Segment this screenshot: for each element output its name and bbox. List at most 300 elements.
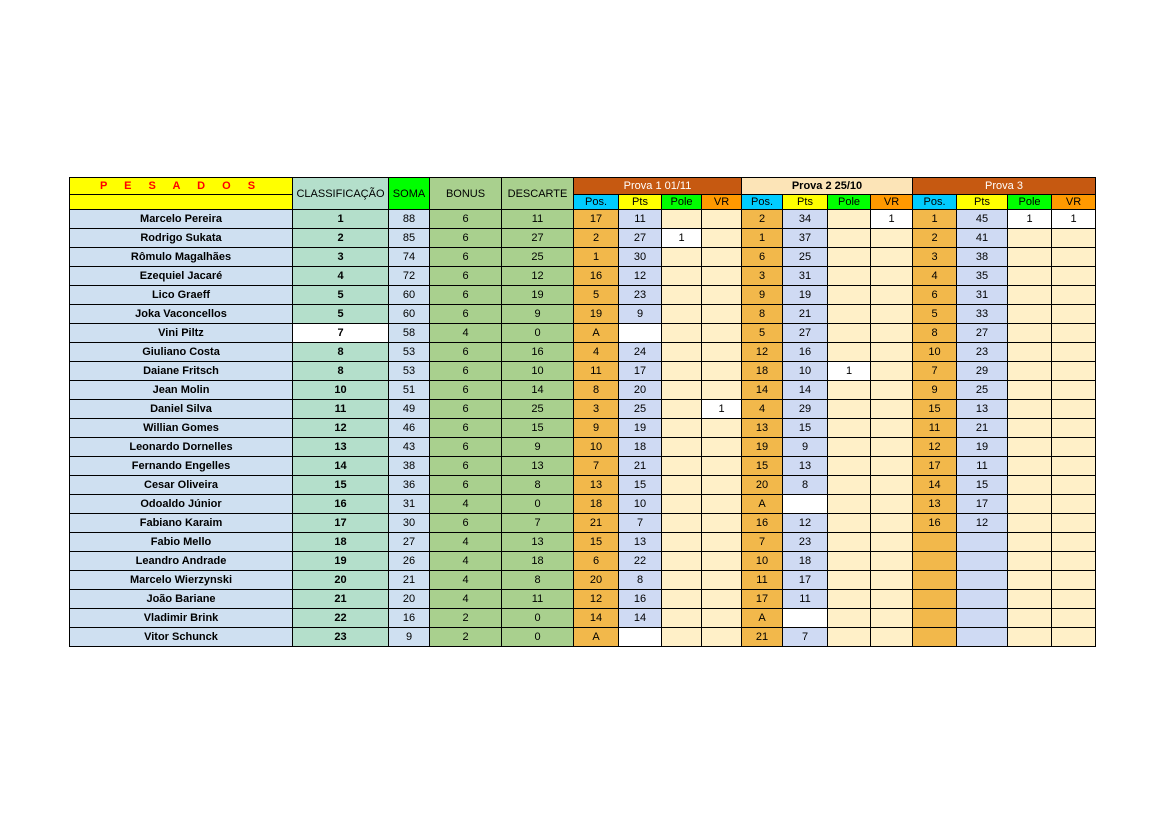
prova-1-vr-cell: [702, 533, 742, 552]
prova-2-pts-cell: 11: [783, 590, 828, 609]
prova-1-vr-cell: [702, 514, 742, 533]
subheader-pts: Pts: [619, 195, 662, 210]
prova-3-pts-cell: 12: [957, 514, 1008, 533]
prova-2-vr-cell: [871, 590, 913, 609]
prova-3-pole-cell: [1008, 571, 1052, 590]
prova-2-vr-cell: [871, 571, 913, 590]
soma-cell: 31: [389, 495, 430, 514]
prova-1-pole-cell: [662, 419, 702, 438]
prova-3-pole-cell: [1008, 457, 1052, 476]
prova-3-pts-cell: 19: [957, 438, 1008, 457]
prova-3-vr-cell: [1052, 267, 1096, 286]
bonus-cell: 4: [430, 324, 502, 343]
header-prova-1: Prova 1 01/11: [574, 178, 742, 195]
prova-3-vr-cell: [1052, 438, 1096, 457]
prova-3-pts-cell: 38: [957, 248, 1008, 267]
classification-cell: 18: [293, 533, 389, 552]
prova-3-pole-cell: [1008, 438, 1052, 457]
prova-2-pos-cell: A: [742, 609, 783, 628]
subheader-pos: Pos.: [574, 195, 619, 210]
prova-2-pole-cell: [828, 628, 871, 647]
prova-2-pole-cell: [828, 210, 871, 229]
prova-3-pole-cell: [1008, 286, 1052, 305]
prova-2-pos-cell: A: [742, 495, 783, 514]
prova-2-vr-cell: [871, 248, 913, 267]
classification-cell: 7: [293, 324, 389, 343]
prova-1-pole-cell: [662, 476, 702, 495]
header-classificacao: CLASSIFICAÇÃO: [293, 178, 389, 210]
table-row: [70, 229, 1096, 248]
prova-1-pole-cell: [662, 267, 702, 286]
bonus-cell: 2: [430, 628, 502, 647]
prova-1-pole-cell: [662, 438, 702, 457]
subheader-pts: Pts: [957, 195, 1008, 210]
prova-2-pts-cell: 25: [783, 248, 828, 267]
prova-1-pos-cell: 4: [574, 343, 619, 362]
prova-2-pole-cell: [828, 495, 871, 514]
prova-2-pos-cell: 10: [742, 552, 783, 571]
prova-2-pts-cell: 31: [783, 267, 828, 286]
prova-2-vr-cell: [871, 628, 913, 647]
prova-2-pole-cell: [828, 476, 871, 495]
subheader-pos: Pos.: [913, 195, 957, 210]
prova-3-pole-cell: 1: [1008, 210, 1052, 229]
prova-1-pts-cell: 10: [619, 495, 662, 514]
prova-1-pos-cell: 13: [574, 476, 619, 495]
prova-2-pts-cell: 27: [783, 324, 828, 343]
classification-cell: 1: [293, 210, 389, 229]
soma-cell: 38: [389, 457, 430, 476]
prova-2-pos-cell: 13: [742, 419, 783, 438]
prova-1-pole-cell: [662, 210, 702, 229]
table-row: [70, 457, 1096, 476]
prova-2-pos-cell: 11: [742, 571, 783, 590]
driver-name: Jean Molin: [70, 381, 293, 400]
prova-1-pole-cell: [662, 286, 702, 305]
prova-1-pts-cell: 16: [619, 590, 662, 609]
prova-3-vr-cell: [1052, 229, 1096, 248]
prova-2-vr-cell: [871, 457, 913, 476]
prova-1-vr-cell: [702, 210, 742, 229]
soma-cell: 72: [389, 267, 430, 286]
prova-2-pole-cell: [828, 609, 871, 628]
table-row: [70, 476, 1096, 495]
prova-2-pos-cell: 9: [742, 286, 783, 305]
prova-2-vr-cell: [871, 495, 913, 514]
prova-3-vr-cell: [1052, 362, 1096, 381]
soma-cell: 53: [389, 343, 430, 362]
prova-1-pole-cell: [662, 533, 702, 552]
prova-1-pole-cell: [662, 343, 702, 362]
soma-cell: 58: [389, 324, 430, 343]
prova-1-pts-cell: 11: [619, 210, 662, 229]
prova-2-pts-cell: 13: [783, 457, 828, 476]
descarte-cell: 18: [502, 552, 574, 571]
soma-cell: 27: [389, 533, 430, 552]
classification-cell: 4: [293, 267, 389, 286]
soma-cell: 60: [389, 286, 430, 305]
prova-2-vr-cell: [871, 533, 913, 552]
prova-2-vr-cell: [871, 476, 913, 495]
soma-cell: 49: [389, 400, 430, 419]
prova-3-vr-cell: [1052, 324, 1096, 343]
bonus-cell: 6: [430, 210, 502, 229]
prova-3-pts-cell: [957, 628, 1008, 647]
prova-3-pts-cell: 11: [957, 457, 1008, 476]
prova-2-pts-cell: 14: [783, 381, 828, 400]
classification-cell: 19: [293, 552, 389, 571]
prova-2-vr-cell: [871, 400, 913, 419]
bonus-cell: 6: [430, 476, 502, 495]
prova-2-vr-cell: 1: [871, 210, 913, 229]
classification-cell: 2: [293, 229, 389, 248]
driver-name: Leonardo Dornelles: [70, 438, 293, 457]
prova-3-pos-cell: 15: [913, 400, 957, 419]
prova-1-pts-cell: 23: [619, 286, 662, 305]
prova-2-pts-cell: 7: [783, 628, 828, 647]
prova-1-pole-cell: [662, 628, 702, 647]
driver-name: Fernando Engelles: [70, 457, 293, 476]
prova-1-pts-cell: 17: [619, 362, 662, 381]
table-row: [70, 514, 1096, 533]
prova-3-vr-cell: [1052, 533, 1096, 552]
driver-name: Vini Piltz: [70, 324, 293, 343]
soma-cell: 60: [389, 305, 430, 324]
table-row: [70, 362, 1096, 381]
prova-1-pts-cell: 7: [619, 514, 662, 533]
bonus-cell: 6: [430, 438, 502, 457]
bonus-cell: 6: [430, 457, 502, 476]
prova-1-pos-cell: 5: [574, 286, 619, 305]
table-row: [70, 324, 1096, 343]
prova-1-pts-cell: 18: [619, 438, 662, 457]
prova-1-vr-cell: [702, 419, 742, 438]
prova-1-pts-cell: [619, 628, 662, 647]
prova-1-pos-cell: 11: [574, 362, 619, 381]
prova-2-pts-cell: 37: [783, 229, 828, 248]
prova-3-pole-cell: [1008, 381, 1052, 400]
descarte-cell: 13: [502, 457, 574, 476]
prova-2-vr-cell: [871, 362, 913, 381]
prova-2-pos-cell: 7: [742, 533, 783, 552]
prova-3-pos-cell: 10: [913, 343, 957, 362]
prova-1-pos-cell: A: [574, 628, 619, 647]
driver-name: Cesar Oliveira: [70, 476, 293, 495]
soma-cell: 85: [389, 229, 430, 248]
prova-1-pts-cell: 20: [619, 381, 662, 400]
driver-name: Marcelo Wierzynski: [70, 571, 293, 590]
prova-1-pts-cell: 13: [619, 533, 662, 552]
descarte-cell: 7: [502, 514, 574, 533]
soma-cell: 30: [389, 514, 430, 533]
prova-1-pts-cell: 24: [619, 343, 662, 362]
table-row: [70, 343, 1096, 362]
header-soma: SOMA: [389, 178, 430, 210]
prova-3-vr-cell: [1052, 628, 1096, 647]
descarte-cell: 16: [502, 343, 574, 362]
prova-2-pos-cell: 5: [742, 324, 783, 343]
prova-1-vr-cell: [702, 495, 742, 514]
prova-2-pos-cell: 1: [742, 229, 783, 248]
bonus-cell: 4: [430, 552, 502, 571]
prova-1-pts-cell: 25: [619, 400, 662, 419]
prova-1-pos-cell: 9: [574, 419, 619, 438]
prova-2-pos-cell: 3: [742, 267, 783, 286]
classification-cell: 14: [293, 457, 389, 476]
prova-3-pts-cell: 31: [957, 286, 1008, 305]
bonus-cell: 6: [430, 286, 502, 305]
prova-3-pts-cell: 23: [957, 343, 1008, 362]
prova-3-pts-cell: [957, 533, 1008, 552]
prova-1-vr-cell: [702, 609, 742, 628]
prova-1-pole-cell: [662, 552, 702, 571]
driver-name: Odoaldo Júnior: [70, 495, 293, 514]
prova-3-pts-cell: 33: [957, 305, 1008, 324]
classification-cell: 23: [293, 628, 389, 647]
table-row: [70, 495, 1096, 514]
prova-3-pos-cell: 1: [913, 210, 957, 229]
prova-1-pos-cell: A: [574, 324, 619, 343]
descarte-cell: 10: [502, 362, 574, 381]
prova-2-pole-cell: [828, 324, 871, 343]
prova-2-vr-cell: [871, 229, 913, 248]
prova-3-pos-cell: 7: [913, 362, 957, 381]
soma-cell: 46: [389, 419, 430, 438]
subheader-pts: Pts: [783, 195, 828, 210]
driver-name: Daiane Fritsch: [70, 362, 293, 381]
prova-3-pole-cell: [1008, 343, 1052, 362]
bonus-cell: 6: [430, 381, 502, 400]
prova-2-pts-cell: 21: [783, 305, 828, 324]
table-row: [70, 438, 1096, 457]
prova-3-pos-cell: 14: [913, 476, 957, 495]
prova-3-vr-cell: [1052, 590, 1096, 609]
table-row: [70, 533, 1096, 552]
prova-3-pole-cell: [1008, 628, 1052, 647]
driver-name: Ezequiel Jacaré: [70, 267, 293, 286]
prova-2-pos-cell: 14: [742, 381, 783, 400]
driver-name: João Bariane: [70, 590, 293, 609]
prova-3-vr-cell: 1: [1052, 210, 1096, 229]
bonus-cell: 6: [430, 248, 502, 267]
title-blank-cell: [70, 195, 293, 210]
prova-3-pole-cell: [1008, 514, 1052, 533]
prova-2-pos-cell: 18: [742, 362, 783, 381]
prova-2-pole-cell: [828, 400, 871, 419]
table-row: [70, 210, 1096, 229]
prova-2-pts-cell: 10: [783, 362, 828, 381]
prova-3-pts-cell: 45: [957, 210, 1008, 229]
prova-2-pole-cell: [828, 381, 871, 400]
prova-1-vr-cell: [702, 286, 742, 305]
soma-cell: 51: [389, 381, 430, 400]
soma-cell: 53: [389, 362, 430, 381]
prova-2-pole-cell: [828, 229, 871, 248]
descarte-cell: 0: [502, 628, 574, 647]
prova-2-pos-cell: 19: [742, 438, 783, 457]
driver-name: Fabio Mello: [70, 533, 293, 552]
prova-3-pos-cell: [913, 571, 957, 590]
bonus-cell: 4: [430, 533, 502, 552]
prova-3-vr-cell: [1052, 248, 1096, 267]
prova-3-pole-cell: [1008, 229, 1052, 248]
prova-1-pos-cell: 12: [574, 590, 619, 609]
prova-2-pos-cell: 17: [742, 590, 783, 609]
driver-name: Vitor Schunck: [70, 628, 293, 647]
prova-1-pos-cell: 3: [574, 400, 619, 419]
prova-3-pts-cell: 35: [957, 267, 1008, 286]
prova-3-pts-cell: 15: [957, 476, 1008, 495]
prova-2-pos-cell: 16: [742, 514, 783, 533]
classification-cell: 15: [293, 476, 389, 495]
prova-1-pole-cell: [662, 400, 702, 419]
descarte-cell: 27: [502, 229, 574, 248]
prova-3-pos-cell: [913, 533, 957, 552]
prova-1-pos-cell: 21: [574, 514, 619, 533]
prova-2-pole-cell: [828, 533, 871, 552]
classification-cell: 3: [293, 248, 389, 267]
table-row: [70, 552, 1096, 571]
prova-3-pos-cell: 17: [913, 457, 957, 476]
subheader-vr: VR: [871, 195, 913, 210]
prova-3-pts-cell: 17: [957, 495, 1008, 514]
prova-1-pole-cell: [662, 495, 702, 514]
prova-1-vr-cell: [702, 552, 742, 571]
sheet-title: P E S A D O S: [70, 178, 293, 195]
prova-1-vr-cell: [702, 324, 742, 343]
prova-2-pts-cell: 16: [783, 343, 828, 362]
prova-2-pts-cell: 23: [783, 533, 828, 552]
bonus-cell: 6: [430, 514, 502, 533]
table-row: [70, 609, 1096, 628]
subheader-pole: Pole: [828, 195, 871, 210]
prova-2-pos-cell: 8: [742, 305, 783, 324]
prova-3-pos-cell: [913, 590, 957, 609]
descarte-cell: 11: [502, 590, 574, 609]
driver-name: Vladimir Brink: [70, 609, 293, 628]
prova-2-pts-cell: [783, 495, 828, 514]
prova-2-vr-cell: [871, 419, 913, 438]
prova-3-vr-cell: [1052, 457, 1096, 476]
prova-2-pts-cell: [783, 609, 828, 628]
prova-1-pole-cell: [662, 248, 702, 267]
prova-2-pole-cell: [828, 590, 871, 609]
prova-3-pos-cell: 16: [913, 514, 957, 533]
prova-1-vr-cell: [702, 343, 742, 362]
soma-cell: 74: [389, 248, 430, 267]
prova-2-vr-cell: [871, 552, 913, 571]
soma-cell: 9: [389, 628, 430, 647]
classification-cell: 17: [293, 514, 389, 533]
table-row: [70, 571, 1096, 590]
descarte-cell: 9: [502, 438, 574, 457]
bonus-cell: 6: [430, 362, 502, 381]
prova-2-vr-cell: [871, 381, 913, 400]
subheader-vr: VR: [1052, 195, 1096, 210]
prova-1-pos-cell: 16: [574, 267, 619, 286]
prova-3-vr-cell: [1052, 571, 1096, 590]
header-prova-3: Prova 3: [913, 178, 1096, 195]
driver-name: Joka Vaconcellos: [70, 305, 293, 324]
table-row: [70, 590, 1096, 609]
prova-2-pole-cell: [828, 457, 871, 476]
prova-2-pole-cell: 1: [828, 362, 871, 381]
prova-3-pts-cell: [957, 590, 1008, 609]
prova-2-vr-cell: [871, 438, 913, 457]
prova-2-pole-cell: [828, 248, 871, 267]
bonus-cell: 4: [430, 590, 502, 609]
prova-2-pts-cell: 29: [783, 400, 828, 419]
prova-3-pts-cell: [957, 571, 1008, 590]
descarte-cell: 0: [502, 495, 574, 514]
driver-name: Willian Gomes: [70, 419, 293, 438]
prova-2-vr-cell: [871, 305, 913, 324]
descarte-cell: 8: [502, 476, 574, 495]
prova-1-pos-cell: 8: [574, 381, 619, 400]
prova-2-pts-cell: 34: [783, 210, 828, 229]
prova-3-pos-cell: [913, 628, 957, 647]
prova-3-vr-cell: [1052, 419, 1096, 438]
prova-1-vr-cell: [702, 476, 742, 495]
prova-3-pos-cell: 2: [913, 229, 957, 248]
table-row: [70, 248, 1096, 267]
prova-3-pole-cell: [1008, 324, 1052, 343]
prova-2-pole-cell: [828, 286, 871, 305]
prova-1-vr-cell: [702, 628, 742, 647]
prova-3-pos-cell: 3: [913, 248, 957, 267]
prova-2-pos-cell: 6: [742, 248, 783, 267]
table-row: [70, 419, 1096, 438]
prova-1-pts-cell: 30: [619, 248, 662, 267]
subheader-pos: Pos.: [742, 195, 783, 210]
prova-2-pole-cell: [828, 438, 871, 457]
prova-1-vr-cell: [702, 457, 742, 476]
table-row: [70, 267, 1096, 286]
descarte-cell: 9: [502, 305, 574, 324]
prova-3-vr-cell: [1052, 514, 1096, 533]
classification-cell: 8: [293, 343, 389, 362]
prova-1-pts-cell: 21: [619, 457, 662, 476]
prova-1-vr-cell: [702, 267, 742, 286]
prova-3-pts-cell: 25: [957, 381, 1008, 400]
bonus-cell: 2: [430, 609, 502, 628]
prova-1-vr-cell: [702, 362, 742, 381]
classification-cell: 5: [293, 286, 389, 305]
prova-1-pos-cell: 19: [574, 305, 619, 324]
prova-2-pts-cell: 8: [783, 476, 828, 495]
prova-1-vr-cell: [702, 229, 742, 248]
driver-name: Marcelo Pereira: [70, 210, 293, 229]
prova-2-pole-cell: [828, 552, 871, 571]
prova-3-vr-cell: [1052, 305, 1096, 324]
classification-cell: 5: [293, 305, 389, 324]
prova-3-vr-cell: [1052, 476, 1096, 495]
prova-3-pos-cell: 5: [913, 305, 957, 324]
prova-1-pole-cell: 1: [662, 229, 702, 248]
prova-3-pole-cell: [1008, 248, 1052, 267]
table-row: [70, 400, 1096, 419]
soma-cell: 16: [389, 609, 430, 628]
prova-1-pos-cell: 7: [574, 457, 619, 476]
prova-3-pos-cell: 4: [913, 267, 957, 286]
prova-2-pole-cell: [828, 571, 871, 590]
classification-cell: 16: [293, 495, 389, 514]
prova-3-vr-cell: [1052, 400, 1096, 419]
prova-1-pos-cell: 18: [574, 495, 619, 514]
prova-3-vr-cell: [1052, 343, 1096, 362]
prova-3-pole-cell: [1008, 609, 1052, 628]
prova-3-vr-cell: [1052, 552, 1096, 571]
